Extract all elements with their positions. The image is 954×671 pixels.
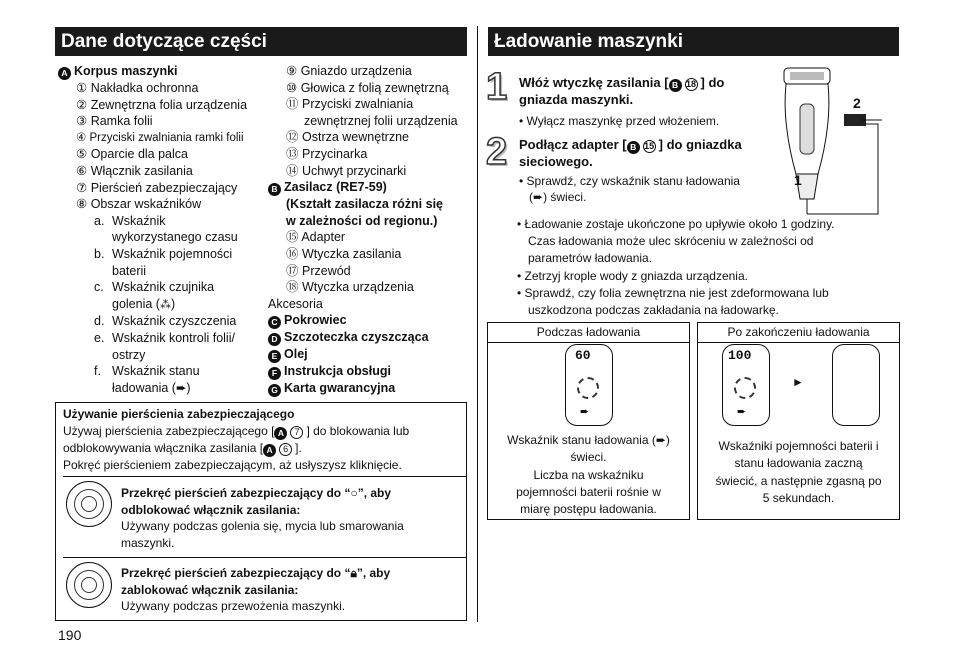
step-1-number: 1 bbox=[486, 66, 508, 108]
parts-section-title: Dane dotyczące części bbox=[61, 31, 267, 52]
list-item: ⑱ Wtyczka urządzenia bbox=[286, 280, 414, 295]
unlock-ring-illustration bbox=[66, 481, 112, 527]
sensor-ring-icon bbox=[734, 377, 756, 399]
list-item: ⑦ Pierścień zabezpieczający bbox=[76, 180, 238, 195]
list-item: ⑩ Głowica z folią zewnętrzną bbox=[286, 80, 449, 95]
column-divider bbox=[477, 26, 478, 622]
during-display-illustration bbox=[565, 344, 613, 426]
step-2-text: Podłącz adapter [ B 15 ] do gniazdka sieciowego. • Sprawdź, czy wskaźnik stanu ładowania (➨) świeci. bbox=[519, 137, 742, 205]
list-item: ⑭ Uchwyt przycinarki bbox=[286, 163, 407, 178]
adapter-item: B Zasilacz (RE7-59) bbox=[268, 179, 458, 196]
list-item: G Karta gwarancyjna bbox=[268, 380, 458, 397]
plug-icon: ➨ bbox=[175, 380, 187, 395]
lock-ring-illustration bbox=[66, 562, 112, 608]
list-item: C Pokrowiec bbox=[268, 312, 458, 329]
accessories-label: Akcesoria bbox=[268, 296, 323, 311]
plug-icon: ➨ bbox=[655, 433, 666, 447]
charging-section-header bbox=[488, 27, 899, 56]
after-display-illustration bbox=[722, 344, 770, 426]
display-off-illustration bbox=[832, 344, 880, 426]
unlock-circle-icon: ○ bbox=[350, 486, 358, 500]
list-item: ③ Ramka folii bbox=[76, 114, 153, 129]
sensor-ring-icon bbox=[577, 377, 599, 399]
during-charging-header: Podczas ładowania bbox=[536, 325, 641, 339]
list-item: A Korpus maszynki bbox=[58, 63, 247, 80]
figure-label-2: 2 bbox=[853, 95, 861, 111]
arrow-right-icon: ► bbox=[792, 375, 804, 389]
charging-notes: • Ładowanie zostaje ukończone po upływie około 1 godziny. Czas ładowania może ulec skróceniu w zależności od parametrów ładowania. • Zetrzyj krople wody z gniazda urządzenia. • Sprawdź, czy folia zewnętrzna nie jest zdeformowana lub uszkodzona podczas zakładania na ładowarkę. bbox=[517, 217, 835, 318]
after-charging-caption: Wskaźniki pojemności baterii i stanu ładowania zaczną świecić, a następnie zgasną po 5 sekundach. bbox=[715, 439, 882, 505]
page-number: 190 bbox=[58, 627, 82, 643]
list-item: ⑬ Przycinarka bbox=[286, 146, 368, 161]
during-charging-caption: Wskaźnik stanu ładowania (➨) świeci. Liczba na wskaźniku pojemności baterii rośnie w miarę postępu ładowania. bbox=[507, 433, 670, 517]
list-item: ⑥ Włącznik zasilania bbox=[76, 163, 193, 178]
list-item: ⑨ Gniazdo urządzenia bbox=[286, 64, 412, 78]
list-item: ⑧ Obszar wskaźników bbox=[76, 197, 202, 212]
indicator-list: a. Wskaźnik wykorzystanego czasu b. Wskaźnik pojemności baterii c. Wskaźnik czujnika golenia (⁂) d. Wskaźnik czyszczenia e. Wskaźnik kontroli folii/ ostrzy f. Wskaźnik stanu ładowania (➨) bbox=[94, 213, 238, 395]
list-item: ⑤ Oparcie dla palca bbox=[76, 147, 188, 162]
list-item: ⑯ Wtyczka zasilania bbox=[286, 246, 402, 261]
badge-a: A bbox=[58, 67, 71, 80]
parts-section-header bbox=[55, 27, 467, 56]
list-item: ① Nakładka ochronna bbox=[76, 81, 199, 95]
list-item: ④ Przyciski zwalniania ramki folii bbox=[76, 131, 244, 144]
plug-icon: ➨ bbox=[580, 406, 590, 418]
lock-instructions: Przekręć pierścień zabezpieczający do “🔒︎”, aby zablokować włącznik zasilania: Używany podczas przewożenia maszynki. bbox=[121, 566, 391, 614]
parts-list-col1 bbox=[58, 63, 247, 396]
list-item: ⑮ Adapter bbox=[286, 230, 346, 245]
parts-list-col2: ⑨ Gniazdo urządzenia ⑩ Głowica z folią zewnętrzną ⑪ Przyciski zwalniania zewnętrznej folii urządzenia ⑫ Ostrza wewnętrzne ⑬ Przycinarka ⑭ Uchwyt przycinarki B Zasilacz (RE7-59) (Kształt zasilacza różni się w zależności od regionu.) ⑮ Adapter ⑯ Wtyczka zasilania ⑰ Przewód ⑱ Wtyczka urządzenia Akcesoria C Pokrowiec D Szczoteczka czyszcząca E Olej F Instrukcja obsługi G Karta gwarancyjna bbox=[268, 64, 458, 396]
step-2-number: 2 bbox=[486, 131, 508, 173]
battery-readout: 100 bbox=[728, 348, 752, 363]
list-item: D Szczoteczka czyszcząca bbox=[268, 329, 458, 346]
list-item: E Olej bbox=[268, 346, 458, 363]
plug-icon: ➨ bbox=[533, 190, 544, 205]
after-charging-header: Po zakończeniu ładowania bbox=[727, 325, 870, 339]
ring-info-text: Używanie pierścienia zabezpieczającego Używaj pierścienia zabezpieczającego [ A 7 ] do blokowania lub odblokowywania włącznika zasilania [ A 6 ]. Pokręć pierścieniem zabezpieczającym, aż usłyszysz kliknięcie. bbox=[63, 407, 410, 472]
shaver-charging-illustration bbox=[778, 64, 898, 220]
unlock-instructions: Przekręć pierścień zabezpieczający do “○”, aby odblokować włącznik zasilania: Używany podczas golenia się, mycia lub smarowania maszynki. bbox=[121, 486, 404, 550]
step-1-text: Włóż wtyczkę zasilania [ B 18 ] do gniazda maszynki. • Wyłącz maszynkę przed włożeniem. bbox=[519, 75, 725, 128]
list-item: ② Zewnętrzna folia urządzenia bbox=[76, 97, 248, 112]
list-item: ⑫ Ostrza wewnętrzne bbox=[286, 130, 409, 145]
plug-icon: ➨ bbox=[737, 406, 747, 418]
lock-icon: 🔒︎ bbox=[350, 566, 357, 580]
list-item: F Instrukcja obsługi bbox=[268, 363, 458, 380]
list-item: ⑰ Przewód bbox=[286, 263, 351, 278]
list-item: zewnętrznej folii urządzenia bbox=[304, 113, 458, 128]
figure-label-1: 1 bbox=[794, 172, 802, 188]
battery-readout: 60 bbox=[575, 348, 591, 363]
sensor-icon: ⁂ bbox=[159, 298, 171, 311]
charging-section-title: Ładowanie maszynki bbox=[494, 31, 684, 52]
list-item: ⑪ Przyciski zwalniania bbox=[286, 97, 414, 112]
